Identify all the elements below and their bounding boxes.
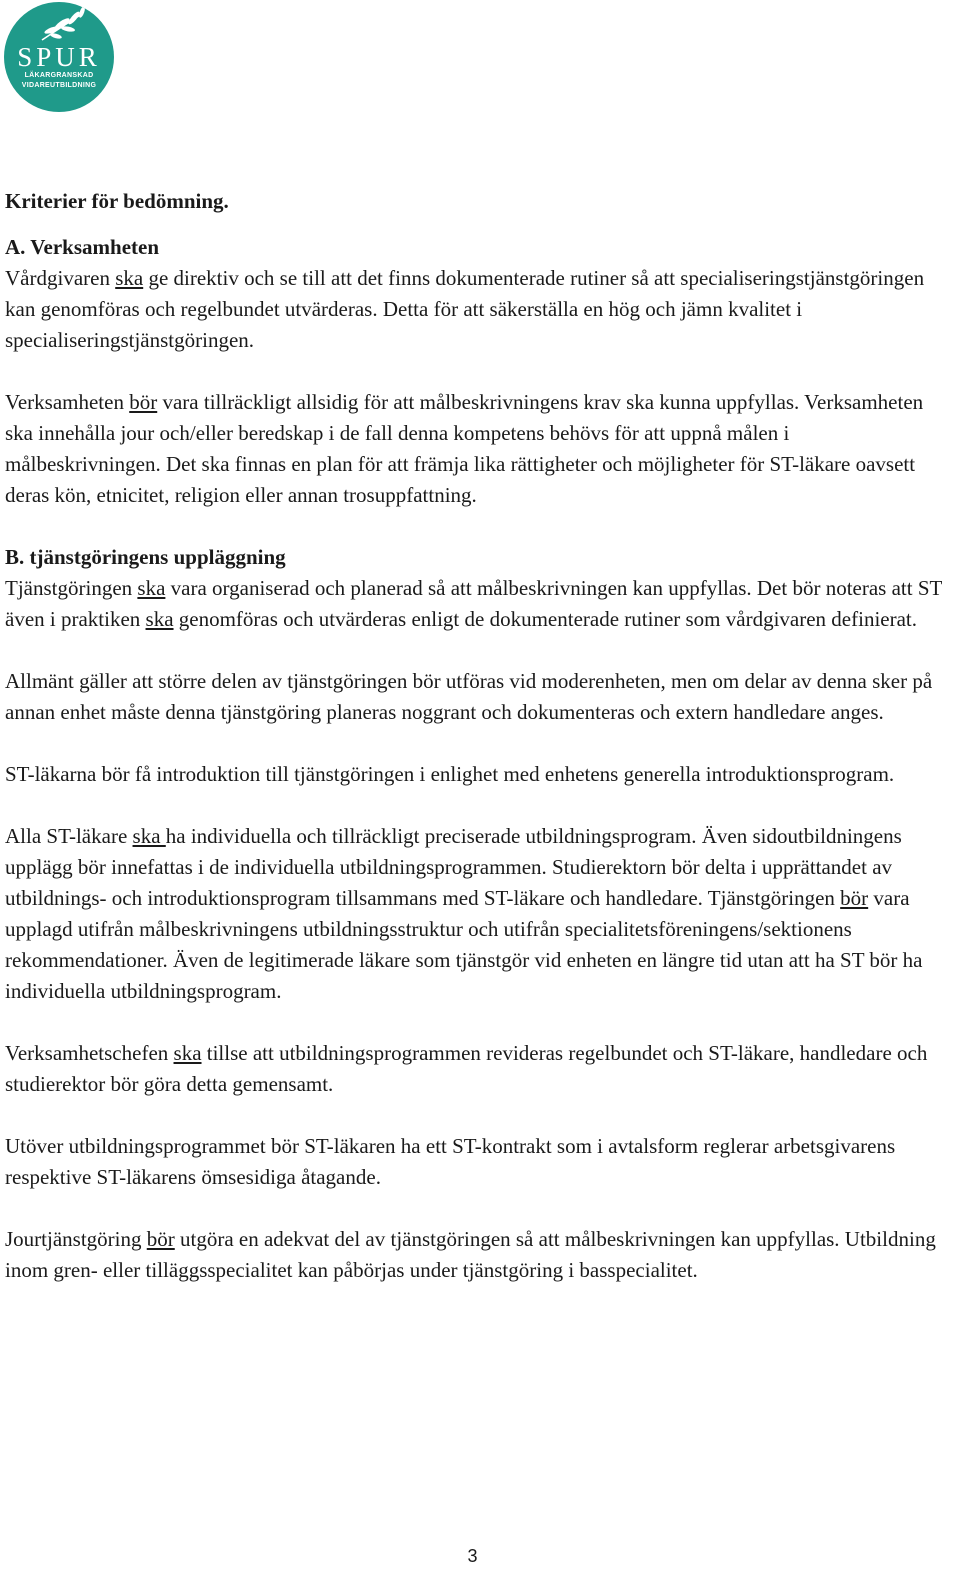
underlined-word: ska [145, 607, 174, 631]
section-a-heading: A. Verksamheten [5, 235, 160, 259]
text-run: utgöra en adekvat del av tjänstgöringen så att målbeskrivningen kan uppfyllas. Utbildning inom gren- eller tilläggsspecialitet kan påbörjas under tjänstgöring i basspecialitet. [5, 1227, 936, 1282]
section-b-paragraph-2: Allmänt gäller att större delen av tjänstgöringen bör utföras vid moderenheten, men om delar av denna sker på annan enhet måste denna tjänstgöring planeras noggrant och dokumenteras och extern handledare anges. [5, 669, 933, 724]
text-run: tillse att utbildningsprogrammen revideras regelbundet och ST-läkare, handledare och studierektor bör göra detta gemensamt. [5, 1041, 928, 1096]
underlined-word: bör [840, 886, 869, 910]
underlined-word: ska [132, 824, 166, 848]
underlined-word: ska [137, 576, 166, 600]
underlined-word: ska [173, 1041, 202, 1065]
section-a-paragraph-2 [5, 387, 950, 511]
text-run: vara tillräckligt allsidig för att målbeskrivningens krav ska kunna uppfyllas. Verksamheten ska innehålla jour och/eller beredskap i de fall denna kompetens behövs för att uppnå målen i målbeskrivningen. Det ska finnas en plan för att främja lika rättigheter och möjligheter för ST-läkare oavsett deras kön, etnicitet, religion eller annan trosuppfattning. [5, 390, 924, 507]
text-run: Vårdgivaren [5, 266, 116, 290]
logo-subtitle-line-1: LÄKARGRANSKAD [24, 72, 94, 79]
logo-wordmark: SPUR [17, 42, 101, 72]
page-number: 3 [467, 1546, 478, 1566]
text-run: Verksamheten [5, 390, 130, 414]
underlined-word: bör [129, 390, 158, 414]
section-b-paragraph-1 [5, 573, 950, 635]
text-run: genomföras och utvärderas enligt de dokumenterade rutiner som vårdgivaren definierat. [173, 607, 918, 631]
text-run: Tjänstgöringen [5, 576, 138, 600]
text-run: vara organiserad och planerad så att målbeskrivningen kan uppfyllas. Det bör noteras att ST även i praktiken [5, 576, 942, 631]
logo-subtitle-line-2: VIDAREUTBILDNING [21, 82, 97, 89]
text-run: vara upplagd utifrån målbeskrivningens utbildningsstruktur och utifrån specialitetsföreningens/sektionens rekommendationer. Även de legitimerade läkare som tjänstgör vid enheten en längre tid utan att ha ST bör ha individuella utbildningsprogram. [5, 886, 923, 1003]
text-run: ha individuella och tillräckligt preciserade utbildningsprogram. Även sidoutbildningens upplägg bör innefattas i de individuella utbildningsprogrammen. Studierektorn bör delta i upprättandet av utbildnings- och introduktionsprogram tillsammans med ST-läkare och handledare. Tjänstgöringen [5, 824, 902, 910]
text-run: Verksamhetschefen [5, 1041, 174, 1065]
section-b-paragraph-7 [5, 1224, 950, 1286]
section-b-paragraph-5 [5, 1038, 950, 1100]
document-title: Kriterier för bedömning. [5, 189, 229, 213]
text-run: Jourtjänstgöring [5, 1227, 147, 1251]
section-a-paragraph-1 [5, 263, 950, 356]
text-run: Alla ST-läkare [5, 824, 133, 848]
spur-logo [4, 2, 114, 112]
underlined-word: ska [115, 266, 144, 290]
section-b-paragraph-6: Utöver utbildningsprogrammet bör ST-läkaren ha ett ST-kontrakt som i avtalsform reglerar arbetsgivarens respektive ST-läkarens ömsesidiga åtagande. [5, 1134, 896, 1189]
section-b-paragraph-4 [5, 821, 950, 1007]
underlined-word: bör [146, 1227, 175, 1251]
section-b-heading: B. tjänstgöringens uppläggning [5, 545, 286, 569]
text-run: ge direktiv och se till att det finns dokumenterade rutiner så att specialiseringstjänstgöringen kan genomföras och regelbundet utvärderas. Detta för att säkerställa en hög och jämn kvalitet i specialiseringstjänstgöringen. [5, 266, 925, 352]
section-b-paragraph-3: ST-läkarna bör få introduktion till tjänstgöringen i enlighet med enhetens generella introduktionsprogram. [5, 762, 895, 786]
document-body [5, 186, 950, 1286]
